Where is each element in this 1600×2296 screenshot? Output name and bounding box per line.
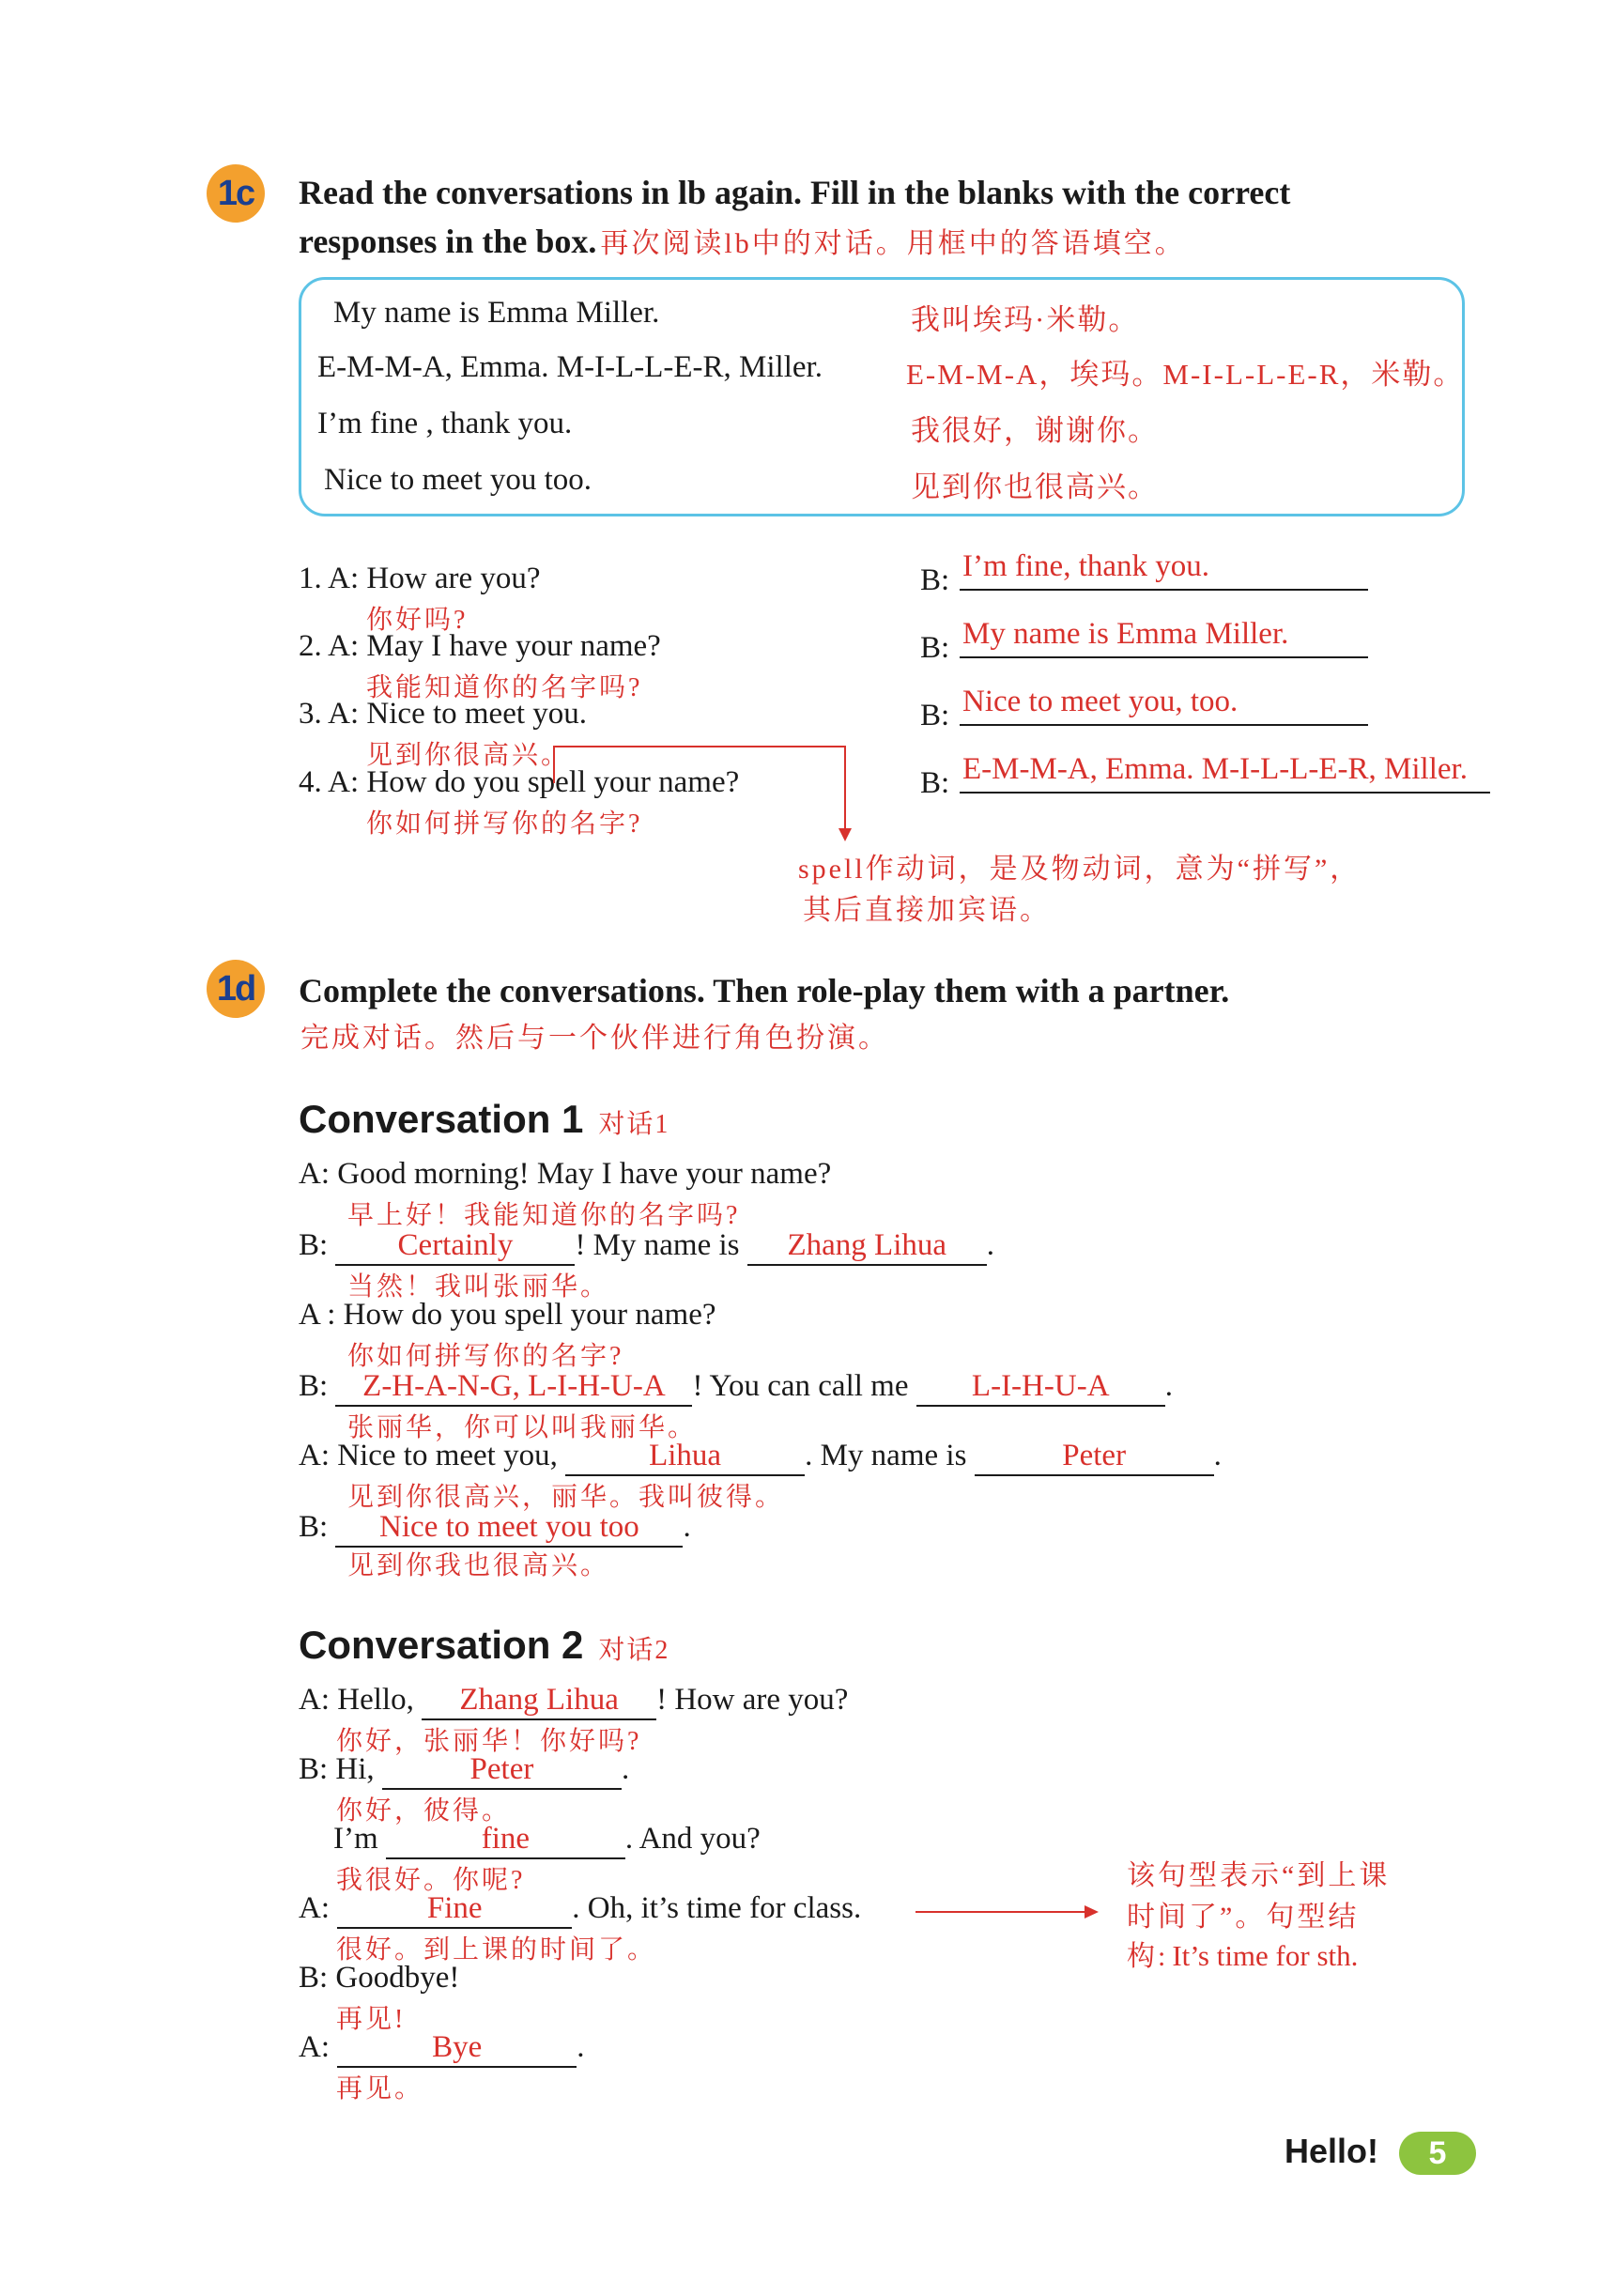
conv2-b1-cn: 你好，彼得。 (336, 1796, 512, 1826)
conv1-b2-end: . (1164, 1369, 1173, 1403)
question-1-cn: 你好吗? (366, 606, 469, 635)
question-3: 3. A: Nice to meet you. (299, 697, 588, 731)
instruction-1c-line1: Read the conversations in lb again. Fill in the blanks with the correct (299, 174, 1291, 211)
conv1-a3-prefix: A: Nice to meet you, (299, 1439, 558, 1472)
conv1-b1-cn: 当然！我叫张丽华。 (347, 1272, 610, 1302)
conv1-b2-blank2[interactable]: L-I-H-U-A (916, 1369, 1165, 1407)
conv2-b1-blank[interactable]: Peter (382, 1752, 622, 1790)
conv2-b3-cn: 再见! (336, 2005, 407, 2034)
question-2: 2. A: May I have your name? (299, 629, 661, 663)
instruction-1d-cn: 完成对话。然后与一个伙伴进行角色扮演。 (300, 1023, 889, 1054)
box-item-1-en: My name is Emma Miller. (333, 296, 660, 330)
footer-unit-title: Hello! (1285, 2132, 1379, 2170)
conv1-b3-cn: 见到你我也很高兴。 (347, 1551, 610, 1580)
conv2-a2-blank[interactable]: Fine (337, 1891, 572, 1929)
conv1-b1-blank2[interactable]: Zhang Lihua (747, 1228, 987, 1266)
instruction-1c-line2-en: responses in the box. (299, 223, 597, 260)
conv1-a2: A : How do you spell your name? (299, 1298, 716, 1332)
spell-note-line2: 其后直接加宾语。 (803, 895, 1051, 926)
conv2-b2-blank[interactable]: fine (386, 1822, 625, 1859)
conv1-b2-mid: ! You can call me (692, 1369, 909, 1403)
instruction-1d: Complete the conversations. Then role-play them with a partner. (299, 972, 1230, 1009)
question-1: 1. A: How are you? (299, 562, 541, 595)
conv2-b1-end: . (621, 1752, 630, 1786)
conv1-a2-cn: 你如何拼写你的名字? (347, 1342, 624, 1371)
answer-3-label: B: (920, 699, 950, 732)
conv2-a1-blank[interactable]: Zhang Lihua (422, 1683, 656, 1720)
conv2-a1-end: ! How are you? (656, 1683, 849, 1717)
time-note-line3-en: It’s time for sth. (1172, 1939, 1359, 1972)
conv1-a3-cn: 见到你很高兴，丽华。我叫彼得。 (347, 1483, 785, 1512)
page-number: 5 (1399, 2132, 1476, 2175)
conv2-a3-blank[interactable]: Bye (337, 2030, 577, 2068)
answer-2[interactable]: My name is Emma Miller. (962, 617, 1289, 651)
box-item-2-cn: E-M-M-A，埃玛。M-I-L-L-E-R，米勒。 (906, 358, 1465, 391)
conv2-b3: B: Goodbye! (299, 1961, 460, 1995)
question-2-cn: 我能知道你的名字吗? (366, 673, 643, 702)
conversation-1-title-cn: 对话1 (598, 1110, 670, 1139)
question-3-cn: 见到你很高兴。 (366, 741, 571, 770)
conv2-a3-prefix: A: (299, 2030, 330, 2064)
time-note-line1: 该句型表示“到上课 (1127, 1860, 1391, 1891)
box-item-1-cn: 我叫埃玛·米勒。 (911, 303, 1140, 336)
question-4-cn: 你如何拼写你的名字? (366, 809, 643, 839)
conv1-b2-blank1[interactable]: Z-H-A-N-G, L-I-H-U-A (335, 1369, 692, 1407)
conv1-b1-mid: ! My name is (575, 1228, 740, 1262)
conv1-b1-prefix: B: (299, 1228, 329, 1262)
conv2-a1-cn: 你好，张丽华！你好吗? (336, 1727, 642, 1756)
conv2-a3-cn: 再见。 (336, 2074, 424, 2103)
conv1-a3-end: . (1213, 1439, 1222, 1472)
answer-4-label: B: (920, 766, 950, 800)
answer-3[interactable]: Nice to meet you, too. (962, 685, 1238, 718)
conv2-a2-end: . Oh, it’s time for class. (572, 1891, 862, 1925)
conv2-a2-prefix: A: (299, 1891, 330, 1925)
conv2-b2-prefix: I’m (333, 1822, 378, 1856)
box-item-4-en: Nice to meet you too. (324, 463, 592, 497)
instruction-1c-line2-cn: 再次阅读lb中的对话。用框中的答语填空。 (600, 228, 1186, 259)
time-note-line3 (1127, 1933, 1358, 1974)
section-badge-1d: 1d (207, 960, 265, 1018)
time-note-line2: 时间了”。句型结 (1127, 1902, 1360, 1933)
conv1-a1-cn: 早上好！我能知道你的名字吗? (347, 1201, 741, 1230)
answer-1[interactable]: I’m fine, thank you. (962, 549, 1210, 583)
conv2-a1-prefix: A: Hello, (299, 1683, 414, 1717)
box-item-3-cn: 我很好，谢谢你。 (911, 414, 1159, 447)
time-note-line3-cn: 构: (1127, 1941, 1169, 1972)
conv1-a3-mid: . My name is (805, 1439, 967, 1472)
conv2-b2-cn: 我很好。你呢? (336, 1866, 526, 1895)
conv2-b2-end: . And you? (624, 1822, 761, 1856)
conv1-a3-blank1[interactable]: Lihua (565, 1439, 805, 1476)
conv1-b2-cn: 张丽华，你可以叫我丽华。 (347, 1413, 698, 1442)
conv1-b1-blank1[interactable]: Certainly (335, 1228, 575, 1266)
conversation-2-title-en: Conversation 2 (299, 1623, 584, 1667)
box-item-4-cn: 见到你也很高兴。 (911, 470, 1159, 503)
conv2-a2-cn: 很好。到上课的时间了。 (336, 1935, 657, 1965)
section-badge-1c: 1c (207, 164, 265, 223)
conv2-b1-prefix: B: Hi, (299, 1752, 375, 1786)
conv1-b1-end: . (986, 1228, 994, 1262)
conv1-a3-blank2[interactable]: Peter (975, 1439, 1214, 1476)
answer-2-label: B: (920, 631, 950, 665)
answer-4[interactable]: E-M-M-A, Emma. M-I-L-L-E-R, Miller. (962, 752, 1468, 786)
conv1-b3-prefix: B: (299, 1510, 329, 1544)
conv1-b3-blank[interactable]: Nice to meet you too (335, 1510, 683, 1548)
answer-1-label: B: (920, 563, 950, 597)
conv1-b3-end: . (683, 1510, 691, 1544)
conversation-2-title-cn: 对话2 (598, 1636, 670, 1665)
box-item-3-en: I’m fine , thank you. (317, 407, 573, 440)
conv1-a1: A: Good morning! May I have your name? (299, 1157, 832, 1191)
conv2-a3-end: . (577, 2030, 585, 2064)
conversation-1-title-en: Conversation 1 (299, 1097, 584, 1141)
spell-note-line1: spell作动词，是及物动词，意为“拼写”， (798, 854, 1362, 885)
conv1-b2-prefix: B: (299, 1369, 329, 1403)
question-4: 4. A: How do you spell your name? (299, 765, 740, 799)
box-item-2-en: E-M-M-A, Emma. M-I-L-L-E-R, Miller. (317, 350, 823, 384)
